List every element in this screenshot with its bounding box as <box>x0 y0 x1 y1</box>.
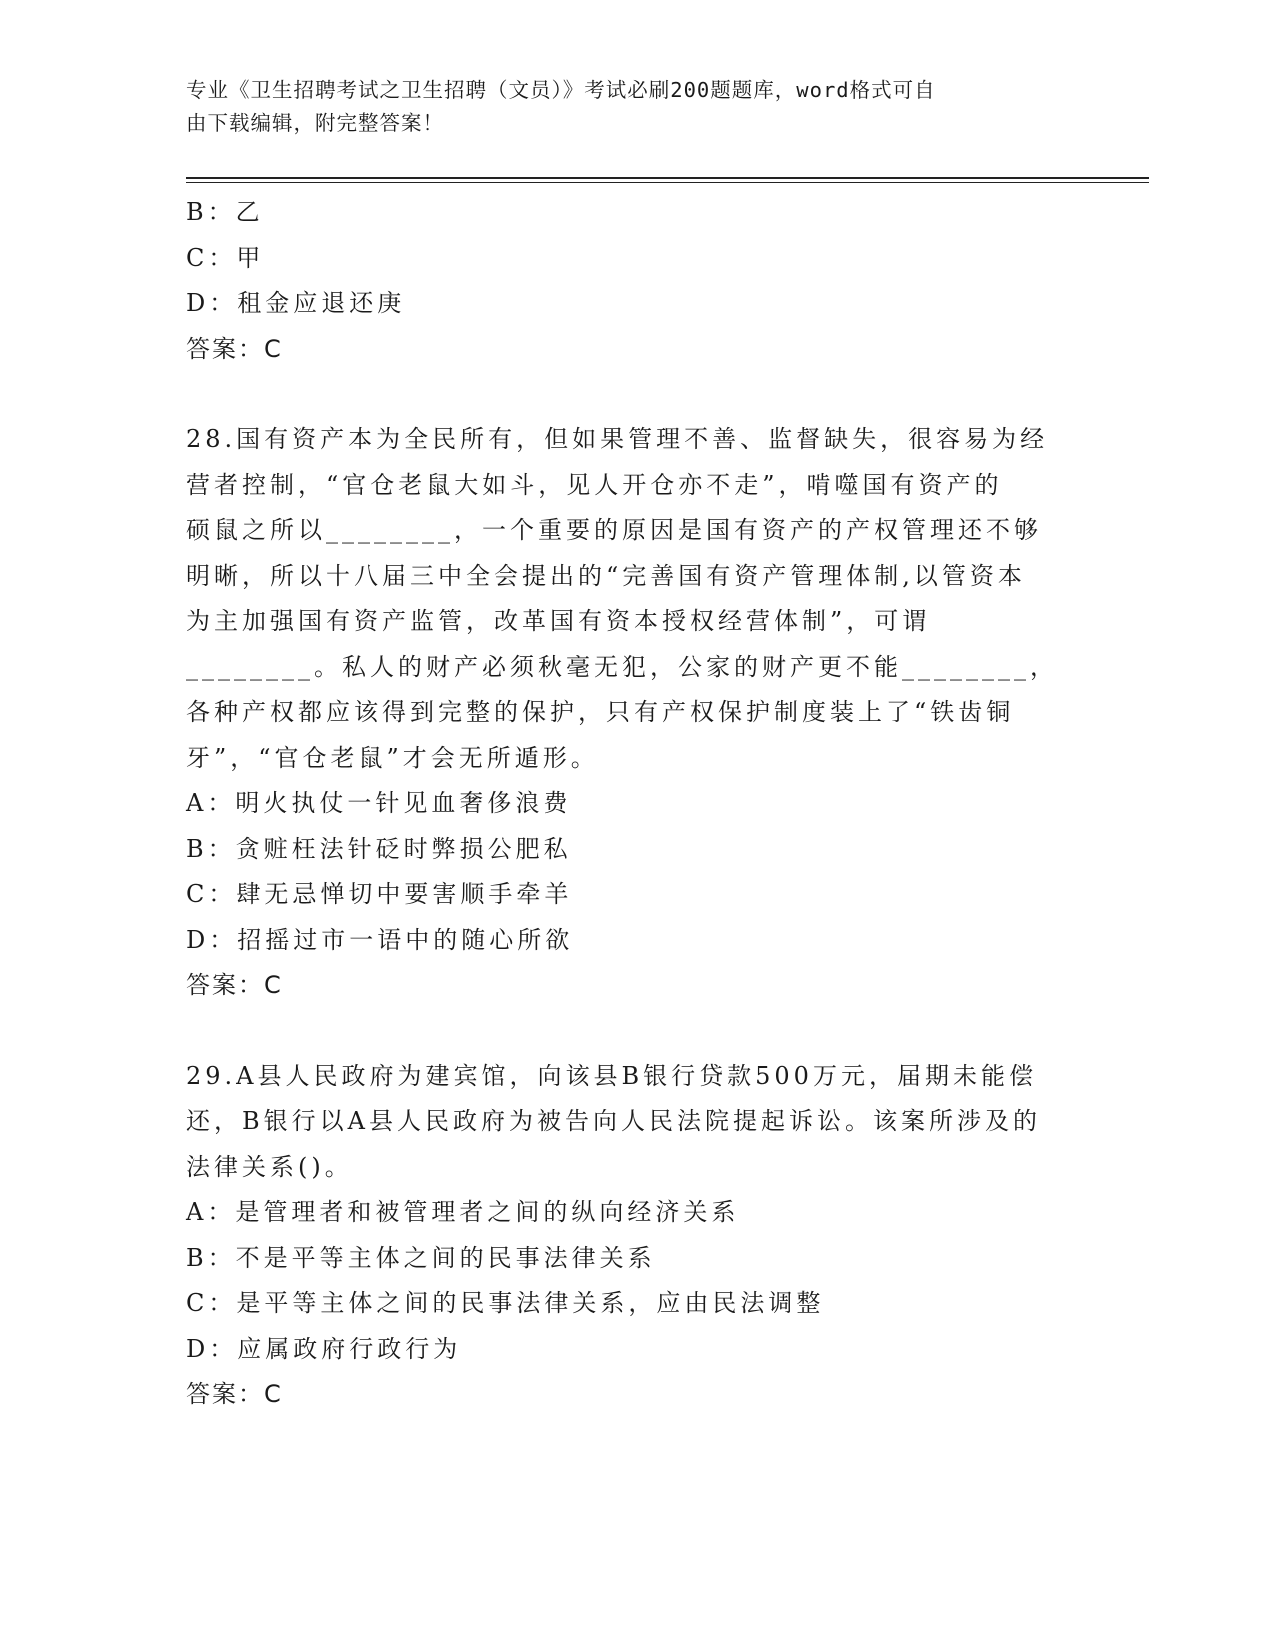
option-d: D：租金应退还庚 <box>186 289 406 317</box>
option-c: C：甲 <box>186 243 265 272</box>
header-line: 由下载编辑，附完整答案！ <box>186 111 444 135</box>
header-divider-thin <box>186 182 1149 183</box>
question-text-line: 29.A县人民政府为建宾馆，向该县B银行贷款500万元，届期未能偿 <box>186 1061 1037 1090</box>
header-line: 专业《卫生招聘考试之卫生招聘（文员）》考试必刷200题题库，word格式可自 <box>186 78 936 102</box>
option-d: D：应属政府行政行为 <box>186 1334 462 1363</box>
question-text-line: 为主加强国有资产监管，改革国有资本授权经营体制”，可谓 <box>186 607 931 635</box>
previous-question-tail <box>186 190 1086 372</box>
question-text-line: 法律关系()。 <box>186 1152 353 1181</box>
header-divider <box>186 177 1149 179</box>
question-28 <box>186 417 1086 1009</box>
option-b: B：乙 <box>186 198 264 226</box>
option-c: C：肆无忌惮切中要害顺手牵羊 <box>186 880 573 908</box>
document-header <box>186 74 1066 140</box>
question-text-line: 明晰，所以十八届三中全会提出的“完善国有资产管理体制,以管资本 <box>186 561 1026 590</box>
question-text-line: 营者控制，“官仓老鼠大如斗，见人开仓亦不走”，啃噬国有资产的 <box>186 470 1003 499</box>
question-29 <box>186 1054 1086 1418</box>
question-text-line: 还，B银行以A县人民政府为被告向人民法院提起诉讼。该案所涉及的 <box>186 1107 1041 1135</box>
option-a: A：是管理者和被管理者之间的纵向经济关系 <box>186 1198 740 1226</box>
answer: 答案：C <box>186 1380 283 1408</box>
question-text-line: 牙”，“官仓老鼠”才会无所遁形。 <box>186 743 599 772</box>
option-b: B：不是平等主体之间的民事法律关系 <box>186 1243 656 1272</box>
answer: 答案：C <box>186 334 283 363</box>
option-d: D：招摇过市一语中的随心所欲 <box>186 925 574 954</box>
document-body <box>186 190 1086 1418</box>
question-text-line: 硕鼠之所以________，一个重要的原因是国有资产的产权管理还不够 <box>186 516 1042 544</box>
option-b: B：贪赃枉法针砭时弊损公肥私 <box>186 834 572 863</box>
question-text-line: 各种产权都应该得到完整的保护，只有产权保护制度装上了“铁齿铜 <box>186 698 1015 726</box>
answer: 答案：C <box>186 971 283 999</box>
option-c: C：是平等主体之间的民事法律关系，应由民法调整 <box>186 1289 825 1317</box>
option-a: A：明火执仗一针见血奢侈浪费 <box>186 789 572 817</box>
question-text-line: ________。私人的财产必须秋毫无犯，公家的财产更不能________， <box>186 652 1058 681</box>
question-text-line: 28.国有资产本为全民所有，但如果管理不善、监督缺失，很容易为经 <box>186 425 1049 453</box>
